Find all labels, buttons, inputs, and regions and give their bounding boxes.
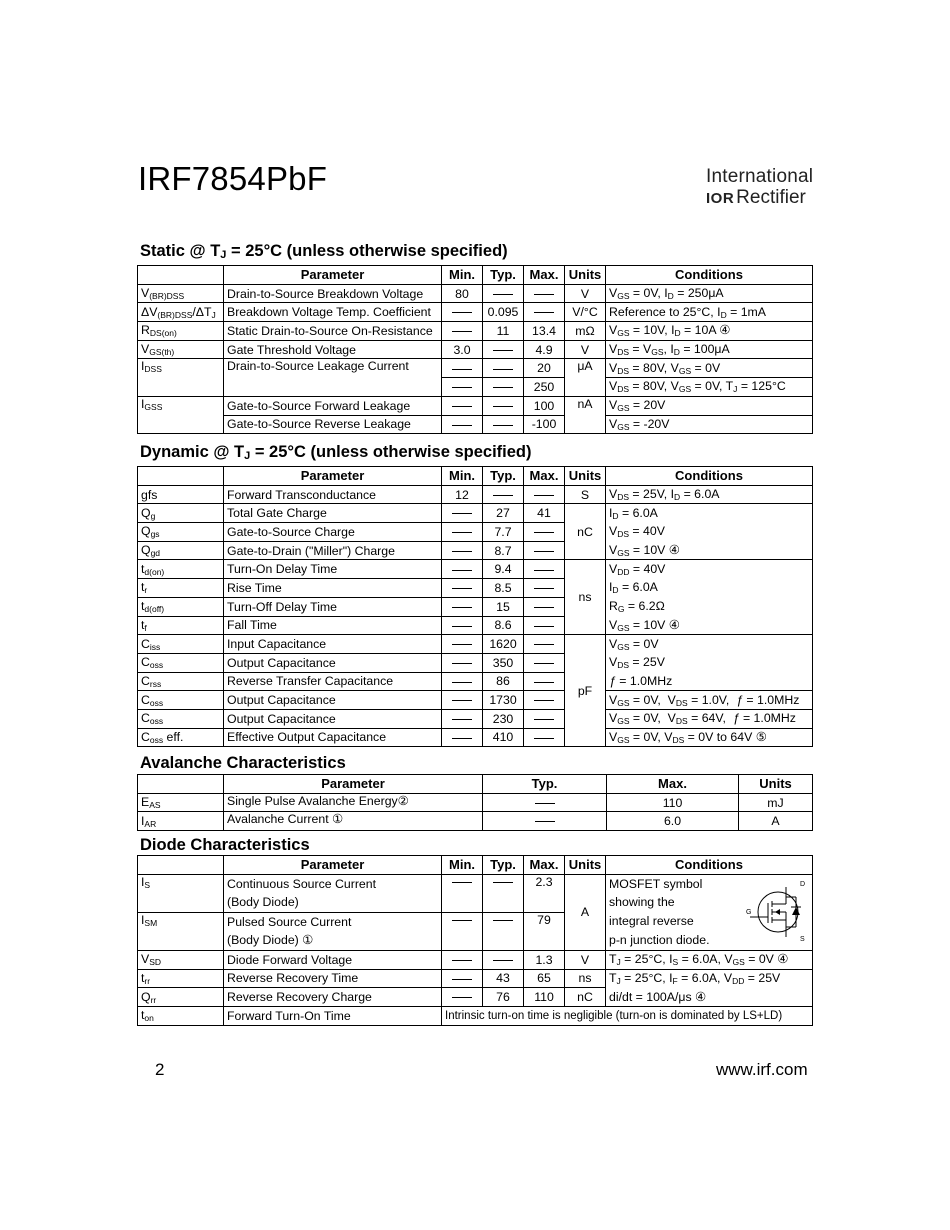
table-row: $R_{DS(on)}$ Static Drain-to-Source On-Resistance 11 13.4 mΩ $V_{GS} = 10V$, $I_D = 10A$ ④ (138, 322, 813, 341)
table-row: $t_f$ Fall Time 8.6 $V_{GS} = 10V$ ④ (138, 616, 813, 635)
table-row: $I_{DSS}$ Drain-to-Source Leakage Current 20 μA $V_{DS} = 80V$, $V_{GS} = 0V$ (138, 359, 813, 378)
table-row: gfs Forward Transconductance 12 S $V_{DS} = 25V$, $I_D = 6.0A$ (138, 485, 813, 504)
website-link[interactable]: www.irf.com (716, 1060, 808, 1079)
logo-line1: International (706, 166, 814, 187)
table-row: $t_r$ Rise Time 8.5 $I_D = 6.0A$ (138, 579, 813, 598)
page-number: 2 (155, 1060, 165, 1079)
table-row: $Q_g$ Total Gate Charge 27 41 nC $I_D = 6.0A$ (138, 504, 813, 523)
gate-label: G (746, 908, 752, 916)
drain-label: D (800, 880, 806, 888)
diode-table: Parameter Min. Typ. Max. Units Conditions $I_S$ Continuous Source Current (Body Diode) 2.3 A MOSFET symbol showing the integral reverse p-n junction diode. D G S $I_{SM}$ Pulsed Source Current (Body Diode) ① 79 $V_{SD}$ Diode Forward Voltage 1.3 V $T_J = 25^\circ C$, $I_S = 6.0A$, $V_{GS} = 0V$ ④ $t_{rr}$ Reverse Recovery Time 43 65 ns $T_J = 25^\circ C$, $I_F = 6.0A$, $V_{DD} = 25V$ $Q_{rr}$ Reverse Recovery Charge 76 110 nC di/dt = 100A/μs ④ $t_{on}$ Forward Turn-On Time Intrinsic turn-on time is negligible (turn-on is dominated by LS+LD) (137, 855, 813, 1026)
table-row: $C_{iss}$ Input Capacitance 1620 pF $V_{GS} = 0V$ (138, 635, 813, 654)
static-table: Parameter Min. Typ. Max. Units Conditions $V_{(BR)DSS}$ Drain-to-Source Breakdown Voltage 80 V $V_{GS} = 0V$, $I_D = 250\mu A$ $\Delta V_{(BR)DSS}/\Delta T_J$ Breakdown Voltage Temp. Coefficient 0.095 V/°C Reference to 25°C, $I_D = 1mA$ $R_{DS(on)}$ Static Drain-to-Source On-Resistance 11 13.4 mΩ $V_{GS} = 10V$, $I_D = 10A$ ④ $V_{GS(th)}$ Gate Threshold Voltage 3.0 4.9 V $V_{DS} = V_{GS}$, $I_D = 100\mu A$ $I_{DSS}$ Drain-to-Source Leakage Current 20 μA $V_{DS} = 80V$, $V_{GS} = 0V$ 250 $V_{DS} = 80V$, $V_{GS} = 0V$, $T_J = 125^\circ C$ $I_{GSS}$ Gate-to-Source Forward Leakage 100 nA $V_{GS} = 20V$ Gate-to-Source Reverse Leakage -100 $V_{GS} = -20V$ (137, 265, 813, 434)
table-row: $V_{(BR)DSS}$ Drain-to-Source Breakdown Voltage 80 V $V_{GS} = 0V$, $I_D = 250\mu A$ (138, 284, 813, 303)
table-row: Gate-to-Source Reverse Leakage -100 $V_{GS} = -20V$ (138, 415, 813, 434)
source-label: S (800, 935, 805, 943)
table-row: $Q_{gs}$ Gate-to-Source Charge 7.7 $V_{DS} = 40V$ (138, 523, 813, 542)
table-row: $I_{SM}$ Pulsed Source Current (Body Diode) ① 79 (138, 912, 813, 950)
mosfet-symbol-icon (746, 877, 810, 943)
company-logo (706, 166, 814, 209)
table-row: $t_{d(off)}$ Turn-Off Delay Time 15 $R_G = 6.2\Omega$ (138, 597, 813, 616)
table-row: $C_{rss}$ Reverse Transfer Capacitance 86 ƒ = 1.0MHz (138, 672, 813, 691)
avalanche-heading: Avalanche Characteristics (140, 754, 346, 772)
diode-heading: Diode Characteristics (140, 836, 310, 854)
table-row: 250 $V_{DS} = 80V$, $V_{GS} = 0V$, $T_J = 125^\circ C$ (138, 378, 813, 397)
table-row: $I_{GSS}$ Gate-to-Source Forward Leakage 100 nA $V_{GS} = 20V$ (138, 396, 813, 415)
table-row: $C_{oss}$ Output Capacitance 1730 $V_{GS} = 0V$, $V_{DS} = 1.0V$, ƒ = 1.0MHz (138, 691, 813, 710)
logo-line2: Rectifier (736, 187, 806, 208)
static-heading: Static @ $T_J = 25^\circ C$ (unless otherwise specified) (140, 242, 508, 261)
table-row: $t_{rr}$ Reverse Recovery Time 43 65 ns $T_J = 25^\circ C$, $I_F = 6.0A$, $V_{DD} = 25V$ (138, 969, 813, 988)
table-row: $V_{GS(th)}$ Gate Threshold Voltage 3.0 4.9 V $V_{DS} = V_{GS}$, $I_D = 100\mu A$ (138, 340, 813, 359)
page-title: IRF7854PbF (138, 160, 328, 197)
table-row: $I_S$ Continuous Source Current (Body Diode) 2.3 A MOSFET symbol showing the integral reverse p-n junction diode. D G S (138, 874, 813, 912)
table-row: $Q_{gd}$ Gate-to-Drain ("Miller") Charge 8.7 $V_{GS} = 10V$ ④ (138, 541, 813, 560)
table-row: $V_{SD}$ Diode Forward Voltage 1.3 V $T_J = 25^\circ C$, $I_S = 6.0A$, $V_{GS} = 0V$ ④ (138, 950, 813, 969)
table-row: $t_{d(on)}$ Turn-On Delay Time 9.4 ns $V_{DD} = 40V$ (138, 560, 813, 579)
table-row: $C_{oss}$ Output Capacitance 350 $V_{DS} = 25V$ (138, 653, 813, 672)
table-row: $E_{AS}$ Single Pulse Avalanche Energy② 110 mJ (138, 793, 813, 812)
table-row: $C_{oss}$ Output Capacitance 230 $V_{GS} = 0V$, $V_{DS} = 64V$, ƒ = 1.0MHz (138, 709, 813, 728)
logo-mark: IOR (706, 190, 735, 207)
dynamic-table: Parameter Min. Typ. Max. Units Conditions gfs Forward Transconductance 12 S $V_{DS} = 25V$, $I_D = 6.0A$ $Q_g$ Total Gate Charge 27 41 nC $I_D = 6.0A$ $Q_{gs}$ Gate-to-Source Charge 7.7 $V_{DS} = 40V$ $Q_{gd}$ Gate-to-Drain ("Miller") Charge 8.7 $V_{GS} = 10V$ ④ $t_{d(on)}$ Turn-On Delay Time 9.4 ns $V_{DD} = 40V$ $t_r$ Rise Time 8.5 $I_D = 6.0A$ $t_{d(off)}$ Turn-Off Delay Time 15 $R_G = 6.2\Omega$ $t_f$ Fall Time 8.6 $V_{GS} = 10V$ ④ $C_{iss}$ Input Capacitance 1620 pF $V_{GS} = 0V$ $C_{oss}$ Output Capacitance 350 $V_{DS} = 25V$ $C_{rss}$ Reverse Transfer Capacitance 86 ƒ = 1.0MHz $C_{oss}$ Output Capacitance 1730 $V_{GS} = 0V$, $V_{DS} = 1.0V$, ƒ = 1.0MHz $C_{oss}$ Output Capacitance 230 $V_{GS} = 0V$, $V_{DS} = 64V$, ƒ = 1.0MHz $C_{oss}$ eff. Effective Output Capacitance 410 $V_{GS} = 0V$, $V_{DS} = 0V$ to 64V ⑤ (137, 466, 813, 747)
table-row: $C_{oss}$ eff. Effective Output Capacitance 410 $V_{GS} = 0V$, $V_{DS} = 0V$ to 64V ⑤ (138, 728, 813, 747)
dynamic-heading: Dynamic @ $T_J = 25^\circ C$ (unless otherwise specified) (140, 443, 532, 462)
table-row: $I_{AR}$ Avalanche Current ① 6.0 A (138, 812, 813, 831)
table-row: $Q_{rr}$ Reverse Recovery Charge 76 110 nC di/dt = 100A/μs ④ (138, 988, 813, 1007)
table-row: $\Delta V_{(BR)DSS}/\Delta T_J$ Breakdown Voltage Temp. Coefficient 0.095 V/°C Reference to 25°C, $I_D = 1mA$ (138, 303, 813, 322)
table-row: $t_{on}$ Forward Turn-On Time Intrinsic turn-on time is negligible (turn-on is dominated by LS+LD) (138, 1006, 813, 1025)
avalanche-table: Parameter Typ. Max. Units $E_{AS}$ Single Pulse Avalanche Energy② 110 mJ $I_{AR}$ Avalanche Current ① 6.0 A (137, 774, 813, 831)
